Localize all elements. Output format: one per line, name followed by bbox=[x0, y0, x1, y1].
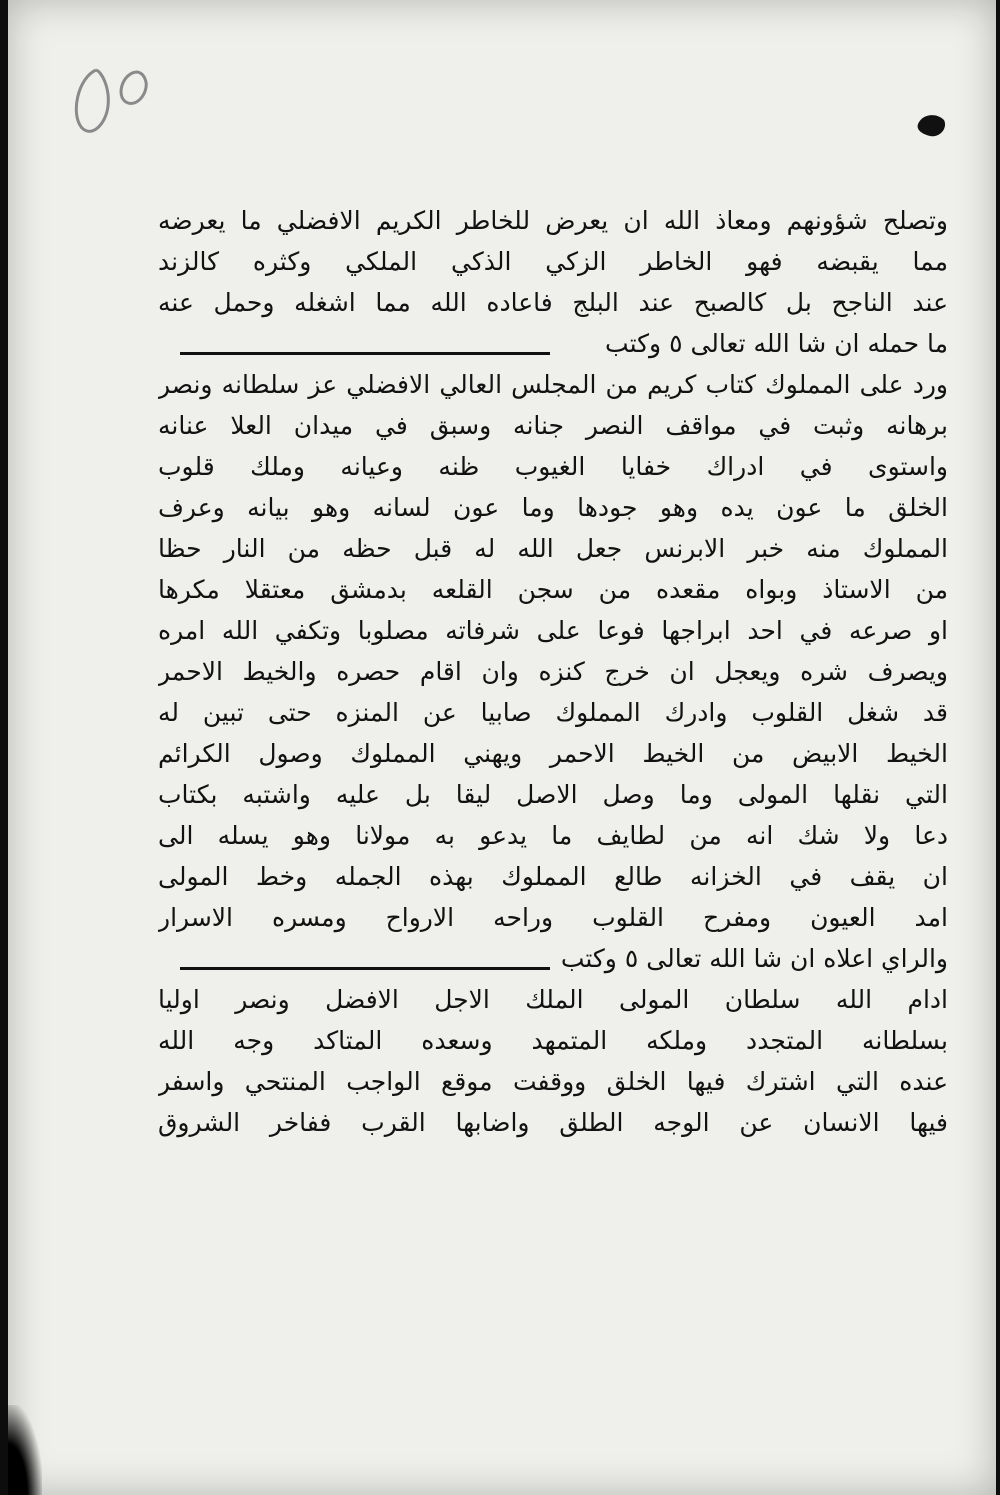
text-line: ما حمله ان شا الله تعالى ٥ وكتب bbox=[605, 329, 948, 358]
text-line: من الاستاذ وبواه مقعده من سجن القلعه بدمشق معتقلا مكرها bbox=[158, 575, 948, 604]
text-line: واستوى في ادراك خفايا الغيوب ظنه وعيانه وملك قلوب bbox=[158, 452, 948, 481]
text-line: وتصلح شؤونهم ومعاذ الله ان يعرض للخاطر الكريم الافضلي ما يعرضه bbox=[158, 206, 948, 235]
ink-blot-icon bbox=[914, 110, 948, 140]
text-line: او صرعه في احد ابراجها فوعا على شرفاته مصلوبا وتكفي الله امره bbox=[158, 616, 948, 645]
binding-shadow bbox=[8, 1405, 42, 1495]
section-break-2 bbox=[158, 938, 948, 979]
folio-number bbox=[66, 52, 166, 152]
text-line: عنده التي اشترك فيها الخلق ووقفت موقع الواجب المنتحي واسفر bbox=[158, 1067, 948, 1096]
text-line: فيها الانسان عن الوجه الطلق واضابها القرب ففاخر الشروق bbox=[158, 1108, 948, 1137]
paragraph-1 bbox=[158, 200, 948, 323]
text-line: عند الناجح بل كالصبح عند البلج فاعاده الله مما اشغله وحمل عنه bbox=[158, 288, 948, 317]
text-line: ادام الله سلطان المولى الملك الاجل الافضل ونصر اوليا bbox=[158, 985, 948, 1014]
text-line: برهانه وثبت في مواقف النصر جنانه وسبق في ميدان العلا عنانه bbox=[158, 411, 948, 440]
text-line: التي نقلها المولى وما وصل الاصل ليقا بل عليه واشتبه بكتاب bbox=[158, 780, 948, 809]
text-line: الخلق ما عون يده وهو جودها وما عون لسانه وهو بيانه وعرف bbox=[158, 493, 948, 522]
paragraph-2 bbox=[158, 364, 948, 938]
manuscript-text bbox=[158, 200, 948, 1143]
text-line: الخيط الابيض من الخيط الاحمر ويهني المملوك وصول الكرائم bbox=[158, 739, 948, 768]
text-line: والراي اعلاه ان شا الله تعالى ٥ وكتب bbox=[560, 944, 948, 973]
section-divider bbox=[180, 352, 550, 355]
text-line: مما يقبضه فهو الخاطر الزكي الذكي الملكي وكثره كالزند bbox=[158, 247, 948, 276]
text-line: قد شغل القلوب وادرك المملوك صابيا عن المنزه حتى تبين له bbox=[158, 698, 948, 727]
text-line: امد العيون ومفرح القلوب وراحه الارواح ومسره الاسرار bbox=[158, 903, 948, 932]
paragraph-3 bbox=[158, 979, 948, 1143]
text-line: ورد على المملوك كتاب كريم من المجلس العالي الافضلي عز سلطانه ونصر bbox=[158, 370, 948, 399]
text-line: ان يقف في الخزانه طالع المملوك بهذه الجمله وخط المولى bbox=[158, 862, 948, 891]
text-line: دعا ولا شك انه من لطايف ما يدعو به مولانا وهو يسله الى bbox=[158, 821, 948, 850]
text-line: بسلطانه المتجدد وملكه المتمهد وسعده المتاكد وجه الله bbox=[158, 1026, 948, 1055]
text-line: ويصرف شره ويعجل ان خرج كنزه وان اقام حصره والخيط الاحمر bbox=[158, 657, 948, 686]
manuscript-page bbox=[8, 0, 996, 1495]
text-line: المملوك منه خبر الابرنس جعل الله له قبل حظه من النار حظا bbox=[158, 534, 948, 563]
section-break-1 bbox=[158, 323, 948, 364]
section-divider bbox=[180, 967, 550, 970]
